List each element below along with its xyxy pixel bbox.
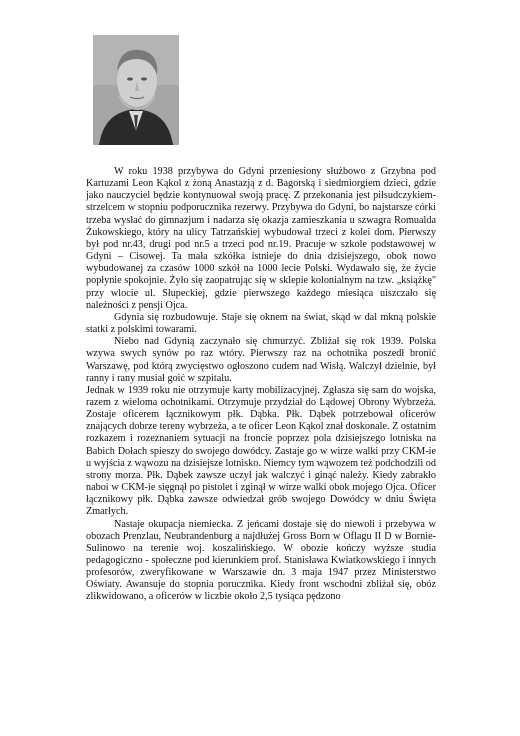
paragraph-1: W roku 1938 przybywa do Gdyni przeniesiony służbowo z Grzybna pod Kartuzami Leon Kąkol z żoną Anastazją z d. Bagorską i siedmiorgiem dzieci, gdzie jako nauczyciel będzie kontynuował swoją pracę. Z przekonania jest piłsudczykiem-strzelcem w stopniu podporucznika rezerwy. Przybywa do Gdyni, bo najstarsze córki trzeba wysłać do gimnazjum i nadarza się okazja zamieszkania u szwagra Romualda Żukowskiego, który na ulicy Tatrzańskiej wybudował trzeci z kolei dom. Pierwszy był pod nr.43, drugi pod nr.5 a trzeci pod nr.19. Pracuje w szkole podstawowej w Gdyni – Cisowej. Ta mała szkółka istnieje do dnia dzisiejszego, obok nowo wybudowanej za czasów 1000 szkół na 1000 lecie Polski. Wydawało się, że życie popłynie spokojnie. Żyło się zaopatrując się w sklepie kolonialnym na tzw. „książkę" przy wlocie ul. Słupeckiej, gdzie pierwszego każdego miesiąca uiszczało się należności z pensji Ojca. xyxy=(86,166,436,311)
paragraph-5: Nastaje okupacja niemiecka. Z jeńcami dostaje się do niewoli i przebywa w obozach Prenzlau, Neubrandenburg a najdłużej Gross Born w Oflagu II D w Bornie- Sulinowo na terenie woj. koszalińskiego. W obozie kończy wyższe studia pedagogiczno - społeczne pod kierunkiem prof. Stanisława Kwiatkowskiego i innych profesorów, zweryfikowane w Warszawie dn. 3 maja 1947 przez Ministerstwo Oświaty. Awansuje do stopnia porucznika. Kiedy front wschodni zbliżał się, obóz zlikwidowano, a oficerów w liczbie około 2,5 tysiąca pędzono xyxy=(86,518,436,603)
body-text xyxy=(86,166,436,604)
portrait-photo-drawing xyxy=(93,35,179,145)
portrait-photo xyxy=(93,35,179,145)
paragraph-4: Jednak w 1939 roku nie otrzymuje karty mobilizacyjnej. Zgłasza się sam do wojska, razem z wieloma ochotnikami. Otrzymuje przydział do Lądowej Obrony Wybrzeża. Zostaje oficerem łącznikowym płk. Dąbka. Płk. Dąbek potrzebował oficerów znających dobrze tereny wybrzeża, a te oficer Leon Kąkol znał doskonale. Z ostatnim rozkazem i rozeznaniem sytuacji na froncie poprzez pola dzisiejszego lotniska na Babich Dołach spieszy do swojego dowódcy. Zastaje go w wirze walki przy CKM-ie u wyjścia z wąwozu na dzisiejsze lotnisko. Niemcy tym wąwozem też podchodzili od strony morza. Płk. Dąbek zawsze uczył jak walczyć i ginąć należy. Kiedy zabrakło naboi w CKM-ie sięgnął po pistolet i zginął w wirze walki obok mojego Ojca. Oficer łącznikowy płk. Dąbka zawsze odwiedzał grób swojego Dowódcy w dniu Święta Zmarłych. xyxy=(86,384,436,518)
paragraph-2: Gdynia się rozbudowuje. Staje się oknem na świat, skąd w dal mkną polskie statki z polskimi towarami. xyxy=(86,311,436,336)
paragraph-3: Niebo nad Gdynią zaczynało się chmurzyć. Zbliżał się rok 1939. Polska wzywa swych synów po raz wtóry. Pierwszy raz na ochotnika poszedł bronić Warszawę, pod którą zwycięstwo ogłoszono cudem nad Wisłą. Walczył dzielnie, był ranny i rany musiał goić w szpitalu. xyxy=(86,336,436,384)
